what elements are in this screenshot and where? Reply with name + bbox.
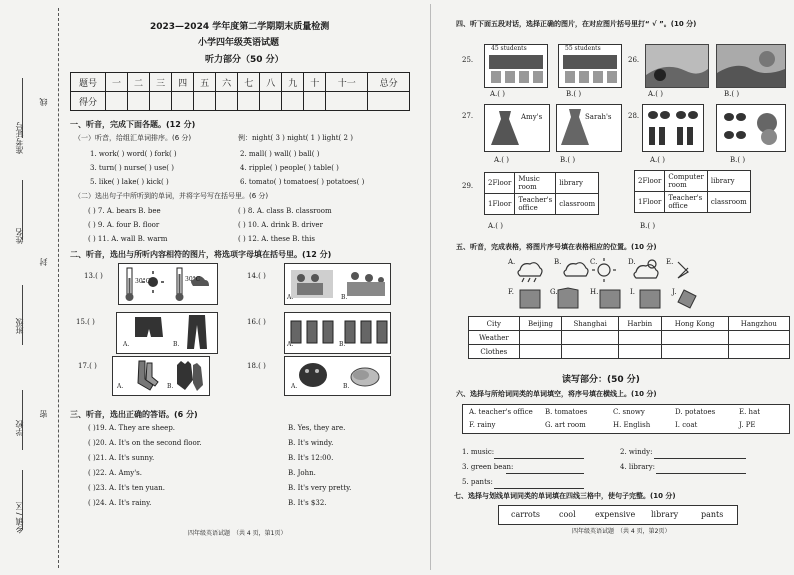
sec1-row: 5. like( ) lake( ) kick( ) xyxy=(90,178,169,186)
score-header-cell: 九 xyxy=(282,73,304,92)
sec6-options-box xyxy=(462,404,790,434)
town-label: 乡镇 / 区 xyxy=(15,502,24,534)
option-b: B. xyxy=(167,383,174,390)
option-a: A.( ) xyxy=(490,90,505,98)
picture-socks-gloves xyxy=(112,356,210,396)
score-header-cell: 八 xyxy=(260,73,282,92)
score-cell[interactable] xyxy=(326,92,368,111)
q4-label: 4. library: xyxy=(620,463,656,471)
picture-sunglasses-boots xyxy=(642,104,704,152)
floor-cell: library xyxy=(707,171,750,192)
answer-right: B. John. xyxy=(288,469,316,477)
option: F. rainy xyxy=(469,421,496,429)
floor-cell: 1Floor xyxy=(485,194,515,215)
score-header-label: 题号 xyxy=(71,73,106,92)
picture-doors xyxy=(284,312,391,354)
choice-row: ( ) 11. A. wall B. warm xyxy=(88,235,168,243)
option-b: B.( ) xyxy=(640,222,656,230)
fill-line xyxy=(22,470,23,530)
option: A. teacher's office xyxy=(469,408,533,416)
option: D. potatoes xyxy=(675,408,716,416)
label-g: G. xyxy=(550,288,558,296)
option-a: A. xyxy=(117,383,124,390)
sec1-title: 一、听音，完成下面各题。(12 分) xyxy=(70,120,196,129)
school-label: 学校 xyxy=(15,420,24,436)
sec2-title: 二、听音，选出与所听内容相符的图片，将选项字母填在括号里。(12 分) xyxy=(70,250,332,259)
sec5-title: 五、听音，完成表格，将图片序号填在表格相应的位置。(10 分) xyxy=(456,243,657,251)
weather-header-cell: Hong Kong xyxy=(661,317,728,331)
option-a: A.( ) xyxy=(648,90,663,98)
answer-cell[interactable] xyxy=(661,331,728,345)
option-a: A.( ) xyxy=(650,156,665,164)
floor-cell: classroom xyxy=(556,194,599,215)
answer-line-1[interactable] xyxy=(494,458,584,459)
answer-cell[interactable] xyxy=(519,331,562,345)
item-25: 25. xyxy=(462,56,474,64)
answer-left: ( )22. A. Amy's. xyxy=(88,469,142,477)
option-b: B. xyxy=(341,294,348,301)
dress-icon xyxy=(485,105,549,151)
floor-cell: classroom xyxy=(707,192,750,213)
answer-right: B. Yes, they are. xyxy=(288,424,346,432)
picture-dress-sarah xyxy=(556,104,622,152)
answer-left: ( )23. A. It's ten yuan. xyxy=(88,484,165,492)
word: cool xyxy=(559,510,576,519)
score-header-cell: 十 xyxy=(304,73,326,92)
answer-cell[interactable] xyxy=(661,345,728,359)
sec7-word-box xyxy=(498,505,738,525)
choice-row: ( ) 12. A. these B. this xyxy=(238,235,315,243)
answer-left: ( )24. A. It's rainy. xyxy=(88,499,152,507)
page-footer: 四年级英语试题 （共 4 页，第1页） xyxy=(188,530,287,537)
answer-cell[interactable] xyxy=(519,345,562,359)
option-b: B. xyxy=(343,383,350,390)
option: B. tomatoes xyxy=(545,408,588,416)
thermometer-icon xyxy=(119,264,217,304)
score-cell[interactable] xyxy=(260,92,282,111)
section-listening: 听力部分（50 分） xyxy=(205,55,284,65)
option: E. hat xyxy=(739,408,761,416)
picture-shorts-pants xyxy=(116,312,218,354)
answer-line-5[interactable] xyxy=(494,488,584,489)
seal-char: 线 xyxy=(39,98,48,106)
score-header-cell: 五 xyxy=(194,73,216,92)
answer-line-2[interactable] xyxy=(654,458,746,459)
label-a: A. xyxy=(508,258,516,266)
fill-line xyxy=(22,285,23,345)
picture-classroom-55 xyxy=(558,44,622,88)
answer-cell[interactable] xyxy=(618,331,661,345)
label-c: C. xyxy=(590,258,598,266)
pants-icon xyxy=(117,313,217,353)
weather-table xyxy=(468,316,790,359)
option-a: A. xyxy=(123,341,130,348)
answer-cell[interactable] xyxy=(562,345,619,359)
floor-cell: Computer room xyxy=(665,171,708,192)
option-a: A. xyxy=(291,383,298,390)
item-17: 17.( ) xyxy=(78,362,97,370)
word: carrots xyxy=(511,510,541,519)
weather-icons xyxy=(506,256,716,312)
item-29: 29. xyxy=(462,182,474,190)
answer-right: B. It's very pretty. xyxy=(288,484,352,492)
score-cell[interactable] xyxy=(368,92,410,111)
dress-icon xyxy=(557,105,621,151)
choice-row: ( ) 7. A. bears B. bee xyxy=(88,207,161,215)
option: J. PE xyxy=(739,421,756,429)
sec3-title: 三、听音，选出正确的答语。(6 分) xyxy=(70,410,198,419)
sunglasses-icon xyxy=(643,105,703,151)
score-cell[interactable] xyxy=(238,92,260,111)
picture-people xyxy=(284,263,391,305)
weather-header-cell: Hangzhou xyxy=(728,317,789,331)
word: library xyxy=(651,510,679,519)
option: C. snowy xyxy=(613,408,645,416)
gloves-icon xyxy=(113,357,209,395)
score-cell[interactable] xyxy=(150,92,172,111)
reading-writing-title: 读写部分：(50 分) xyxy=(562,375,640,385)
fill-line xyxy=(22,78,23,138)
fill-line xyxy=(22,180,23,240)
score-header-cell: 七 xyxy=(238,73,260,92)
answer-left: ( )19. A. They are sheep. xyxy=(88,424,176,432)
score-cell[interactable] xyxy=(106,92,128,111)
page-divider xyxy=(430,4,431,570)
option-b: B. xyxy=(339,341,346,348)
answer-left: ( )21. A. It's sunny. xyxy=(88,454,155,462)
floor-table-a xyxy=(484,172,599,215)
exam-title: 2023—2024 学年度第二学期期末质量检测 xyxy=(150,22,330,32)
score-header-cell: 一 xyxy=(106,73,128,92)
answer-right: B. It's 12:00. xyxy=(288,454,334,462)
sec6-title: 六、选择与所给词同类的单词填空，将序号填在横线上。(10 分) xyxy=(456,390,657,398)
floor-cell: library xyxy=(556,173,599,194)
students-label: 45 students xyxy=(491,45,527,52)
sunglasses-icon xyxy=(717,105,785,151)
word: expensive xyxy=(595,510,636,519)
row-label-clothes: Clothes xyxy=(469,345,520,359)
picture-scene-b xyxy=(716,44,786,88)
word: pants xyxy=(701,510,724,519)
weather-header-cell: Shanghai xyxy=(562,317,619,331)
answer-cell[interactable] xyxy=(562,331,619,345)
picture-vegetables xyxy=(284,356,391,396)
option-a: A.( ) xyxy=(494,156,509,164)
label-h: H. xyxy=(590,288,599,296)
score-row-label: 得分 xyxy=(71,92,106,111)
answer-right: B. It's $32. xyxy=(288,499,327,507)
floor-cell: 2Floor xyxy=(635,171,665,192)
sec1-row: 3. turn( ) nurse( ) use( ) xyxy=(90,164,174,172)
label-b: B. xyxy=(554,258,562,266)
page-footer: 四年级英语试题 （共 4 页，第2页） xyxy=(572,528,671,535)
score-header-cell: 总分 xyxy=(368,73,410,92)
sec1-row: 6. tomato( ) tomatoes( ) potatoes( ) xyxy=(240,178,365,186)
score-header-cell: 三 xyxy=(150,73,172,92)
weather-header-cell: City xyxy=(469,317,520,331)
option: H. English xyxy=(613,421,651,429)
seal-char: 密 xyxy=(39,410,48,418)
label-d: D. xyxy=(628,258,636,266)
label-j: J. xyxy=(672,288,677,296)
score-cell[interactable] xyxy=(194,92,216,111)
binding-line xyxy=(58,8,59,568)
label-e: E. xyxy=(666,258,674,266)
picture-thermometers xyxy=(118,263,218,305)
picture-dress-amy xyxy=(484,104,550,152)
score-cell[interactable] xyxy=(216,92,238,111)
score-cell[interactable] xyxy=(128,92,150,111)
sec4-title: 四、听下面五段对话，选择正确的图片，在对应图片括号里打“ √ ”。(10 分) xyxy=(456,20,697,28)
score-cell[interactable] xyxy=(172,92,194,111)
sarah-label: Sarah's xyxy=(585,113,612,121)
score-cell[interactable] xyxy=(304,92,326,111)
item-28: 28. xyxy=(628,112,640,120)
sec1-row: 2. mall( ) wall( ) ball( ) xyxy=(240,150,320,158)
name-label: 姓名 xyxy=(15,228,24,244)
answer-left: ( )20. A. It's on the second floor. xyxy=(88,439,202,447)
score-header-cell: 二 xyxy=(128,73,150,92)
exam-no-label: 准考证号 xyxy=(15,122,24,154)
score-header-cell: 十一 xyxy=(326,73,368,92)
temp-label: 30°C xyxy=(135,278,151,285)
students-label: 55 students xyxy=(565,45,601,52)
row-label-weather: Weather xyxy=(469,331,520,345)
answer-line-3[interactable] xyxy=(506,473,584,474)
item-26: 26. xyxy=(628,56,640,64)
item-16: 16.( ) xyxy=(247,318,266,326)
floor-cell: 2Floor xyxy=(485,173,515,194)
label-i: I. xyxy=(630,288,635,296)
vegetable-icon xyxy=(285,357,390,395)
picture-sunglasses-plants xyxy=(716,104,786,152)
q2-label: 2. windy: xyxy=(620,448,653,456)
option-b: B.( ) xyxy=(560,156,576,164)
floor-cell: 1Floor xyxy=(635,192,665,213)
choice-row: ( ) 10. A. drink B. driver xyxy=(238,221,323,229)
floor-cell: Teacher's office xyxy=(515,194,556,215)
answer-cell[interactable] xyxy=(618,345,661,359)
sec1-part1-title: （一）听音，给组汇单词排序。(6 分) xyxy=(74,134,192,142)
choice-row: ( ) 9. A. four B. floor xyxy=(88,221,160,229)
item-14: 14.( ) xyxy=(247,272,266,280)
sec1-part2-title: （二）选出句子中所听到的单词，并将字号写在括号里。(6 分) xyxy=(74,192,269,200)
sec1-row: 4. ripple( ) people( ) table( ) xyxy=(240,164,339,172)
exam-subtitle: 小学四年级英语试题 xyxy=(198,38,280,48)
sec1-row: 1. work( ) word( ) fork( ) xyxy=(90,150,177,158)
answer-right: B. It's windy. xyxy=(288,439,334,447)
item-13: 13.( ) xyxy=(84,272,103,280)
q5-label: 5. pants: xyxy=(462,478,493,486)
amy-label: Amy's xyxy=(521,113,543,121)
q1-label: 1. music: xyxy=(462,448,495,456)
floor-cell: Teacher's office xyxy=(665,192,708,213)
item-27: 27. xyxy=(462,112,474,120)
label-f: F. xyxy=(508,288,514,296)
picture-scene-a xyxy=(645,44,709,88)
option-b: B.( ) xyxy=(566,90,582,98)
q3-label: 3. green bean: xyxy=(462,463,514,471)
score-header-cell: 四 xyxy=(172,73,194,92)
option-a: A.( ) xyxy=(488,222,503,230)
floor-table-b xyxy=(634,170,751,213)
option-b: B.( ) xyxy=(730,156,746,164)
option-b: B. xyxy=(173,341,180,348)
score-table xyxy=(70,72,410,111)
item-15: 15.( ) xyxy=(76,318,95,326)
answer-cell[interactable] xyxy=(728,331,789,345)
temp-label: 30°C xyxy=(185,276,201,283)
option-b: B.( ) xyxy=(724,90,740,98)
weather-header-cell: Beijing xyxy=(519,317,562,331)
score-cell[interactable] xyxy=(282,92,304,111)
choice-row: ( ) 8. A. class B. classroom xyxy=(238,207,332,215)
answer-line-4[interactable] xyxy=(656,473,746,474)
fill-line xyxy=(22,390,23,450)
answer-cell[interactable] xyxy=(728,345,789,359)
option: G. art room xyxy=(545,421,586,429)
option-a: A. xyxy=(287,341,294,348)
item-18: 18.( ) xyxy=(247,362,266,370)
weather-header-cell: Harbin xyxy=(618,317,661,331)
option: I. coat xyxy=(675,421,698,429)
sec1-example: 例：night( 3 ) night( 1 ) light( 2 ) xyxy=(238,134,353,142)
seal-char: 封 xyxy=(39,258,48,266)
sec7-title: 七、选择与划线单词同类的单词填在四线三格中，使句子完整。(10 分) xyxy=(454,492,676,500)
picture-classroom-45 xyxy=(484,44,548,88)
score-header-cell: 六 xyxy=(216,73,238,92)
class-label: 班级 xyxy=(15,318,24,334)
floor-cell: Music room xyxy=(515,173,556,194)
option-a: A. xyxy=(287,294,294,301)
